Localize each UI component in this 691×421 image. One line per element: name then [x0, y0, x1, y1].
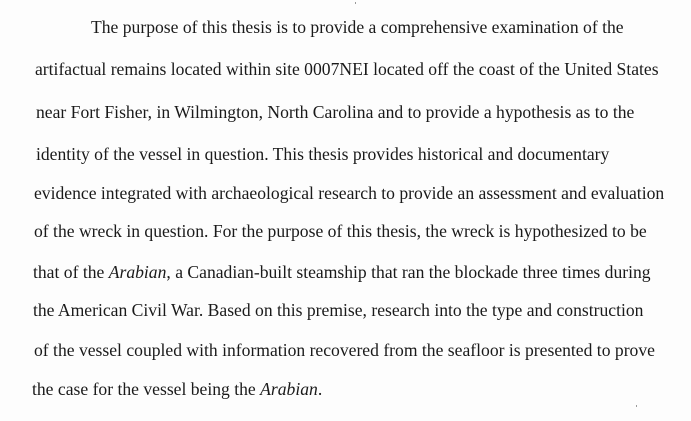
line-text: that of the [33, 262, 109, 282]
paragraph-line: The purpose of this thesis is to provide a comprehensive examination of the [91, 17, 624, 37]
paragraph-line: identity of the vessel in question. This thesis provides historical and documentary [36, 144, 610, 164]
paragraph-line: the American Civil War. Based on this premise, research into the type and construction [33, 300, 644, 320]
scan-speck [355, 2, 356, 4]
line-text: the case for the vessel being the [32, 379, 261, 399]
paragraph-line: of the vessel coupled with information recovered from the seafloor is presented to prove [34, 340, 655, 360]
paragraph-line: artifactual remains located within site 0007NEI located off the coast of the United States [35, 59, 659, 79]
paragraph-line [32, 381, 322, 399]
line-text: , a Canadian-built steamship that ran the blockade three times during [166, 262, 651, 282]
paragraph-line: near Fort Fisher, in Wilmington, North Carolina and to provide a hypothesis as to the [36, 102, 635, 122]
vessel-name-italic: Arabian [108, 262, 167, 282]
scan-speck [636, 405, 637, 407]
paragraph-line [33, 264, 651, 282]
paragraph-line: evidence integrated with archaeological research to provide an assessment and evaluation [34, 183, 665, 203]
vessel-name-italic: Arabian [260, 379, 318, 399]
paragraph-line: of the wreck in question. For the purpose of this thesis, the wreck is hypothesized to be [34, 221, 647, 241]
line-text: . [317, 379, 323, 399]
